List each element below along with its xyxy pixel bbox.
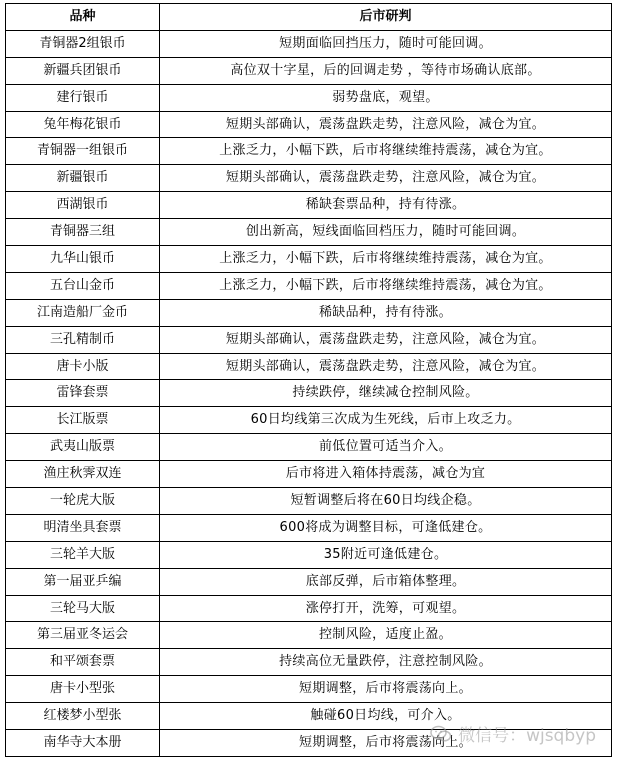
item-name: 西湖银币 [6,192,160,219]
item-outlook: 上涨乏力，小幅下跌，后市将继续维持震荡，减仓为宜。 [160,246,612,273]
item-name: 唐卡小型张 [6,676,160,703]
header-view: 后市研判 [160,4,612,31]
item-outlook: 35附近可逢低建仓。 [160,541,612,568]
item-outlook: 涨停打开，洗筹，可观望。 [160,595,612,622]
item-name: 和平颂套票 [6,649,160,676]
table-row [6,541,612,568]
table-row [6,676,612,703]
table-row [6,353,612,380]
item-name: 武夷山版票 [6,434,160,461]
table-row [6,514,612,541]
item-name: 三轮马大版 [6,595,160,622]
item-outlook: 后市将进入箱体持震荡，减仓为宜 [160,461,612,488]
item-name: 三轮羊大版 [6,541,160,568]
item-outlook: 稀缺套票品种，持有待涨。 [160,192,612,219]
item-outlook: 600将成为调整目标，可逢低建仓。 [160,514,612,541]
item-name: 三孔精制币 [6,326,160,353]
table-row [6,219,612,246]
item-name: 渔庄秋霁双连 [6,461,160,488]
item-outlook: 底部反弹，后市箱体整理。 [160,568,612,595]
item-outlook: 60日均线第三次成为生死线，后市上攻乏力。 [160,407,612,434]
item-outlook: 短期调整，后市将震荡向上。 [160,676,612,703]
item-name: 青铜器三组 [6,219,160,246]
table-row [6,622,612,649]
table-row [6,30,612,57]
market-outlook-table [5,3,612,757]
item-name: 红楼梦小型张 [6,703,160,730]
table-row [6,649,612,676]
item-name: 第三届亚冬运会 [6,622,160,649]
item-name: 明清坐具套票 [6,514,160,541]
item-name: 一轮虎大版 [6,488,160,515]
item-outlook: 短期头部确认，震荡盘跌走势，注意风险，减仓为宜。 [160,111,612,138]
table-row [6,380,612,407]
item-name: 江南造船厂金币 [6,299,160,326]
table-row [6,568,612,595]
table-row [6,730,612,757]
item-outlook: 前低位置可适当介入。 [160,434,612,461]
item-outlook: 控制风险，适度止盈。 [160,622,612,649]
table-row [6,595,612,622]
table-row [6,488,612,515]
item-outlook: 稀缺品种，持有待涨。 [160,299,612,326]
table-row [6,299,612,326]
item-outlook: 弱势盘底，观望。 [160,84,612,111]
table-row [6,246,612,273]
table-row [6,407,612,434]
table-row [6,138,612,165]
table-row [6,703,612,730]
item-name: 建行银币 [6,84,160,111]
item-name: 青铜器一组银币 [6,138,160,165]
item-name: 第一届亚乒编 [6,568,160,595]
table-row [6,84,612,111]
item-name: 九华山银币 [6,246,160,273]
item-name: 新疆银币 [6,165,160,192]
item-outlook: 短期头部确认，震荡盘跌走势，注意风险，减仓为宜。 [160,353,612,380]
item-name: 青铜器2组银币 [6,30,160,57]
item-outlook: 上涨乏力，小幅下跌，后市将继续维持震荡，减仓为宜。 [160,138,612,165]
item-name: 兔年梅花银币 [6,111,160,138]
item-name: 南华寺大本册 [6,730,160,757]
item-name: 唐卡小版 [6,353,160,380]
table-row [6,326,612,353]
item-name: 新疆兵团银币 [6,57,160,84]
table-header-row [6,4,612,31]
item-outlook: 短期调整，后市将震荡向上。 [160,730,612,757]
item-outlook: 触碰60日均线，可介入。 [160,703,612,730]
item-outlook: 创出新高，短线面临回档压力，随时可能回调。 [160,219,612,246]
table-row [6,192,612,219]
item-outlook: 持续高位无量跌停，注意控制风险。 [160,649,612,676]
table-row [6,434,612,461]
item-outlook: 短暂调整后将在60日均线企稳。 [160,488,612,515]
item-outlook: 持续跌停，继续减仓控制风险。 [160,380,612,407]
item-name: 五台山金币 [6,272,160,299]
table-row [6,165,612,192]
table-row [6,57,612,84]
item-outlook: 短期头部确认，震荡盘跌走势，注意风险，减仓为宜。 [160,326,612,353]
item-name: 雷锋套票 [6,380,160,407]
item-outlook: 短期面临回挡压力，随时可能回调。 [160,30,612,57]
table-row [6,272,612,299]
item-outlook: 上涨乏力，小幅下跌，后市将继续维持震荡，减仓为宜。 [160,272,612,299]
header-name: 品种 [6,4,160,31]
table-row [6,461,612,488]
table-body [6,30,612,756]
watermark-text: 微信号：wjsqbyp [458,726,596,746]
item-outlook: 高位双十字星，后的回调走势 ，等待市场确认底部。 [160,57,612,84]
table-row [6,111,612,138]
item-name: 长江版票 [6,407,160,434]
item-outlook: 短期头部确认，震荡盘跌走势，注意风险，减仓为宜。 [160,165,612,192]
